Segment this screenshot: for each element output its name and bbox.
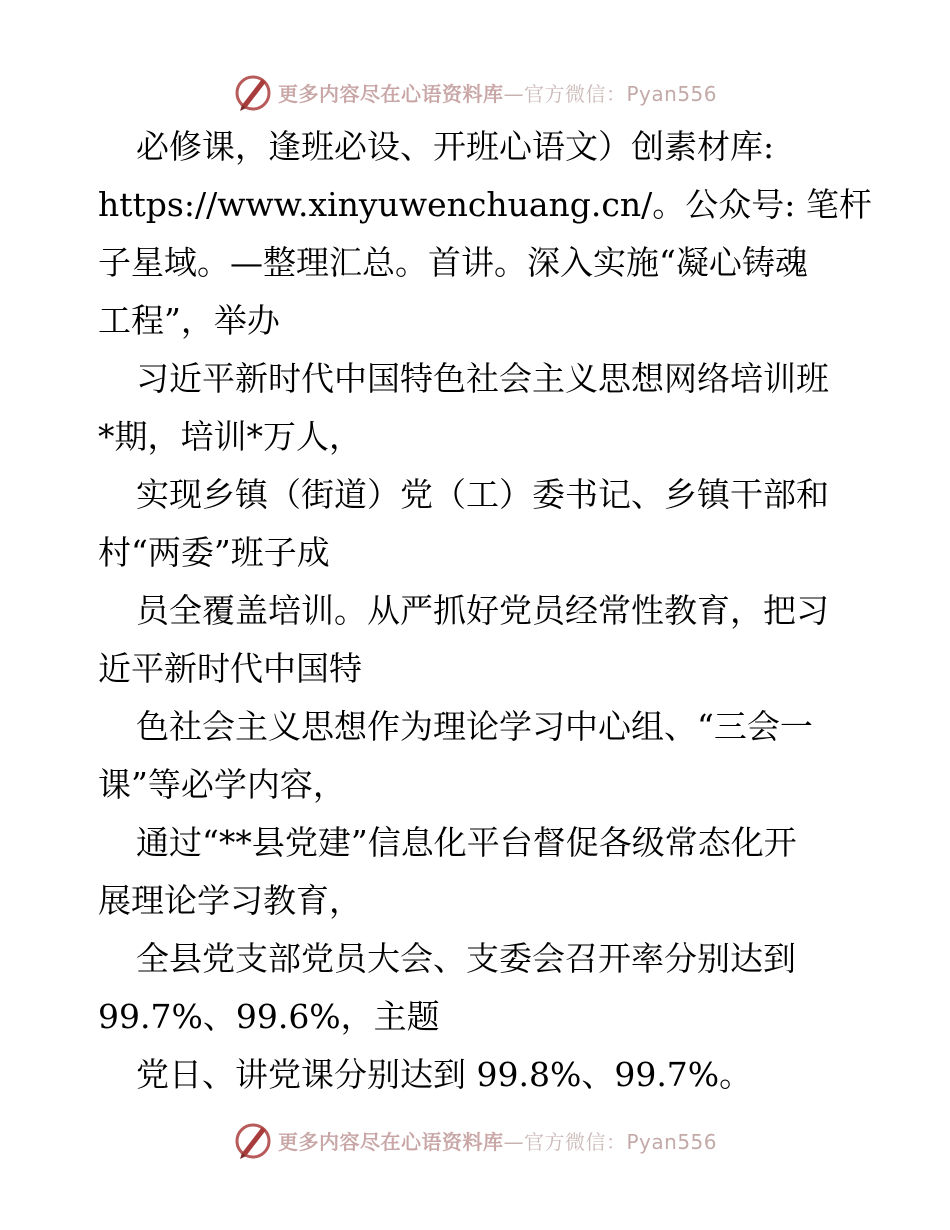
paragraph-line: 展理论学习教育， <box>98 881 362 920</box>
paragraph-line: 全县党支部党员大会、支委会召开率分别达到 <box>136 939 796 978</box>
footer-watermark <box>232 1118 717 1162</box>
paragraph-line: 子星域。—整理汇总。首讲。深入实施“凝心铸魂 <box>98 243 808 282</box>
paragraph-line: 近平新时代中国特 <box>98 649 362 688</box>
paragraph-line: 员全覆盖培训。从严抓好党员经常性教育，把习 <box>136 591 829 630</box>
document-body <box>98 118 872 1104</box>
paragraph-line: *期，培训*万人， <box>98 417 362 456</box>
paragraph-line: 通过“**县党建”信息化平台督促各级常态化开 <box>136 823 797 862</box>
paragraph-line: https://www.xinyuwenchuang.cn/。公众号: 笔杆 <box>98 185 872 224</box>
pen-logo-icon <box>232 1119 274 1161</box>
paragraph-line: 村“两委”班子成 <box>98 533 330 572</box>
paragraph-line: 课”等必学内容， <box>98 765 346 804</box>
paragraph-line: 色社会主义思想作为理论学习中心组、“三会一 <box>136 707 813 746</box>
paragraph-line: 99.7%、99.6%，主题 <box>98 997 440 1036</box>
watermark-text: 更多内容尽在心语资料库—官方微信：Pyan556 <box>278 81 718 106</box>
watermark-text: 更多内容尽在心语资料库—官方微信：Pyan556 <box>278 1129 718 1154</box>
paragraph-line: 党日、讲党课分别达到 99.8%、99.7%。 <box>136 1055 753 1094</box>
pen-logo-icon <box>232 71 274 113</box>
paragraph-line: 必修课，逢班必设、开班心语文）创素材库: <box>136 127 775 166</box>
header-watermark <box>232 70 717 114</box>
paragraph-line: 习近平新时代中国特色社会主义思想网络培训班 <box>136 359 829 398</box>
paragraph-line: 实现乡镇（街道）党（工）委书记、乡镇干部和 <box>136 475 829 514</box>
paragraph-line: 工程”，举办 <box>98 301 280 340</box>
